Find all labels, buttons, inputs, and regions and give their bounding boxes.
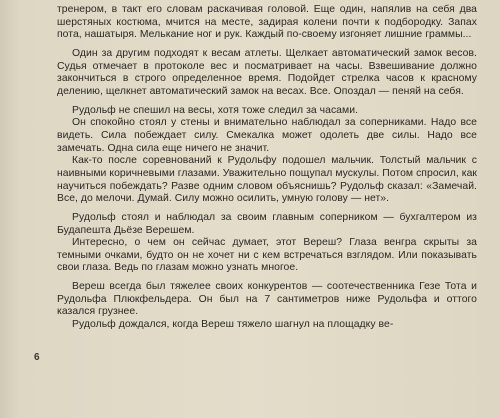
paragraph-7: Интересно, о чем он сейчас думает, этот Вереш? Глаза венгра скрыты за темными очками, будто он не хочет ни с кем встречаться взглядом. Или показывать свои глаза. Ведь по глазам можно узнать многое. (57, 237, 477, 274)
paragraph-6: Рудольф стоял и наблюдал за своим главным соперником — бухгалтером из Будапешта Дьёзе Верешем. (57, 211, 477, 236)
paragraph-5: Как-то после соревнований к Рудольфу подошел мальчик. Толстый мальчик с наивными коричневыми глазами. Уважительно пощупал мускулы. Потом спросил, как научиться побеждать? Разве одним словом объяснишь? Рудольф сказал: «Замечай. Все, до мелочи. Думай. Силу можно осилить, умную голову — нет». (57, 155, 477, 205)
page-number: 6 (34, 352, 40, 363)
paragraph-1: тренером, в такт его словам раскачивая головой. Еще один, напялив на себя два шерстяных костюма, мчится на месте, задирая колени почти к подбородку. Запах пота, нашатыря. Мелькание ног и рук. Каждый по-своему изгоняет лишние граммы... (57, 4, 477, 41)
text-column (57, 4, 477, 332)
paragraph-2: Один за другим подходят к весам атлеты. Щелкает автоматический замок весов. Судья отмечает в протоколе вес и посматривает на часы. Взвешивание должно закончиться в строго определенное время. Подойдет стрелка часов к красному делению, щелкнет автоматический замок на весах. Все. Опоздал — пеняй на себя. (57, 47, 477, 97)
paragraph-3: Рудольф не спешил на весы, хотя тоже следил за часами. (72, 104, 359, 116)
paragraph-9: Рудольф дождался, когда Вереш тяжело шагнул на площадку ве- (72, 319, 394, 331)
paragraph-4: Он спокойно стоял у стены и внимательно наблюдал за соперниками. Надо все видеть. Сила побеждает силу. Смекалка может одолеть две силы. Надо все замечать. Одна сила еще ничего не значит. (57, 117, 477, 154)
paragraph-8: Вереш всегда был тяжелее своих конкурентов — соотечественника Гезе Тота и Рудольфа Плюкфельдера. Он был на 7 сантиметров ниже Рудольфа и оттого казался грузнее. (57, 281, 477, 318)
